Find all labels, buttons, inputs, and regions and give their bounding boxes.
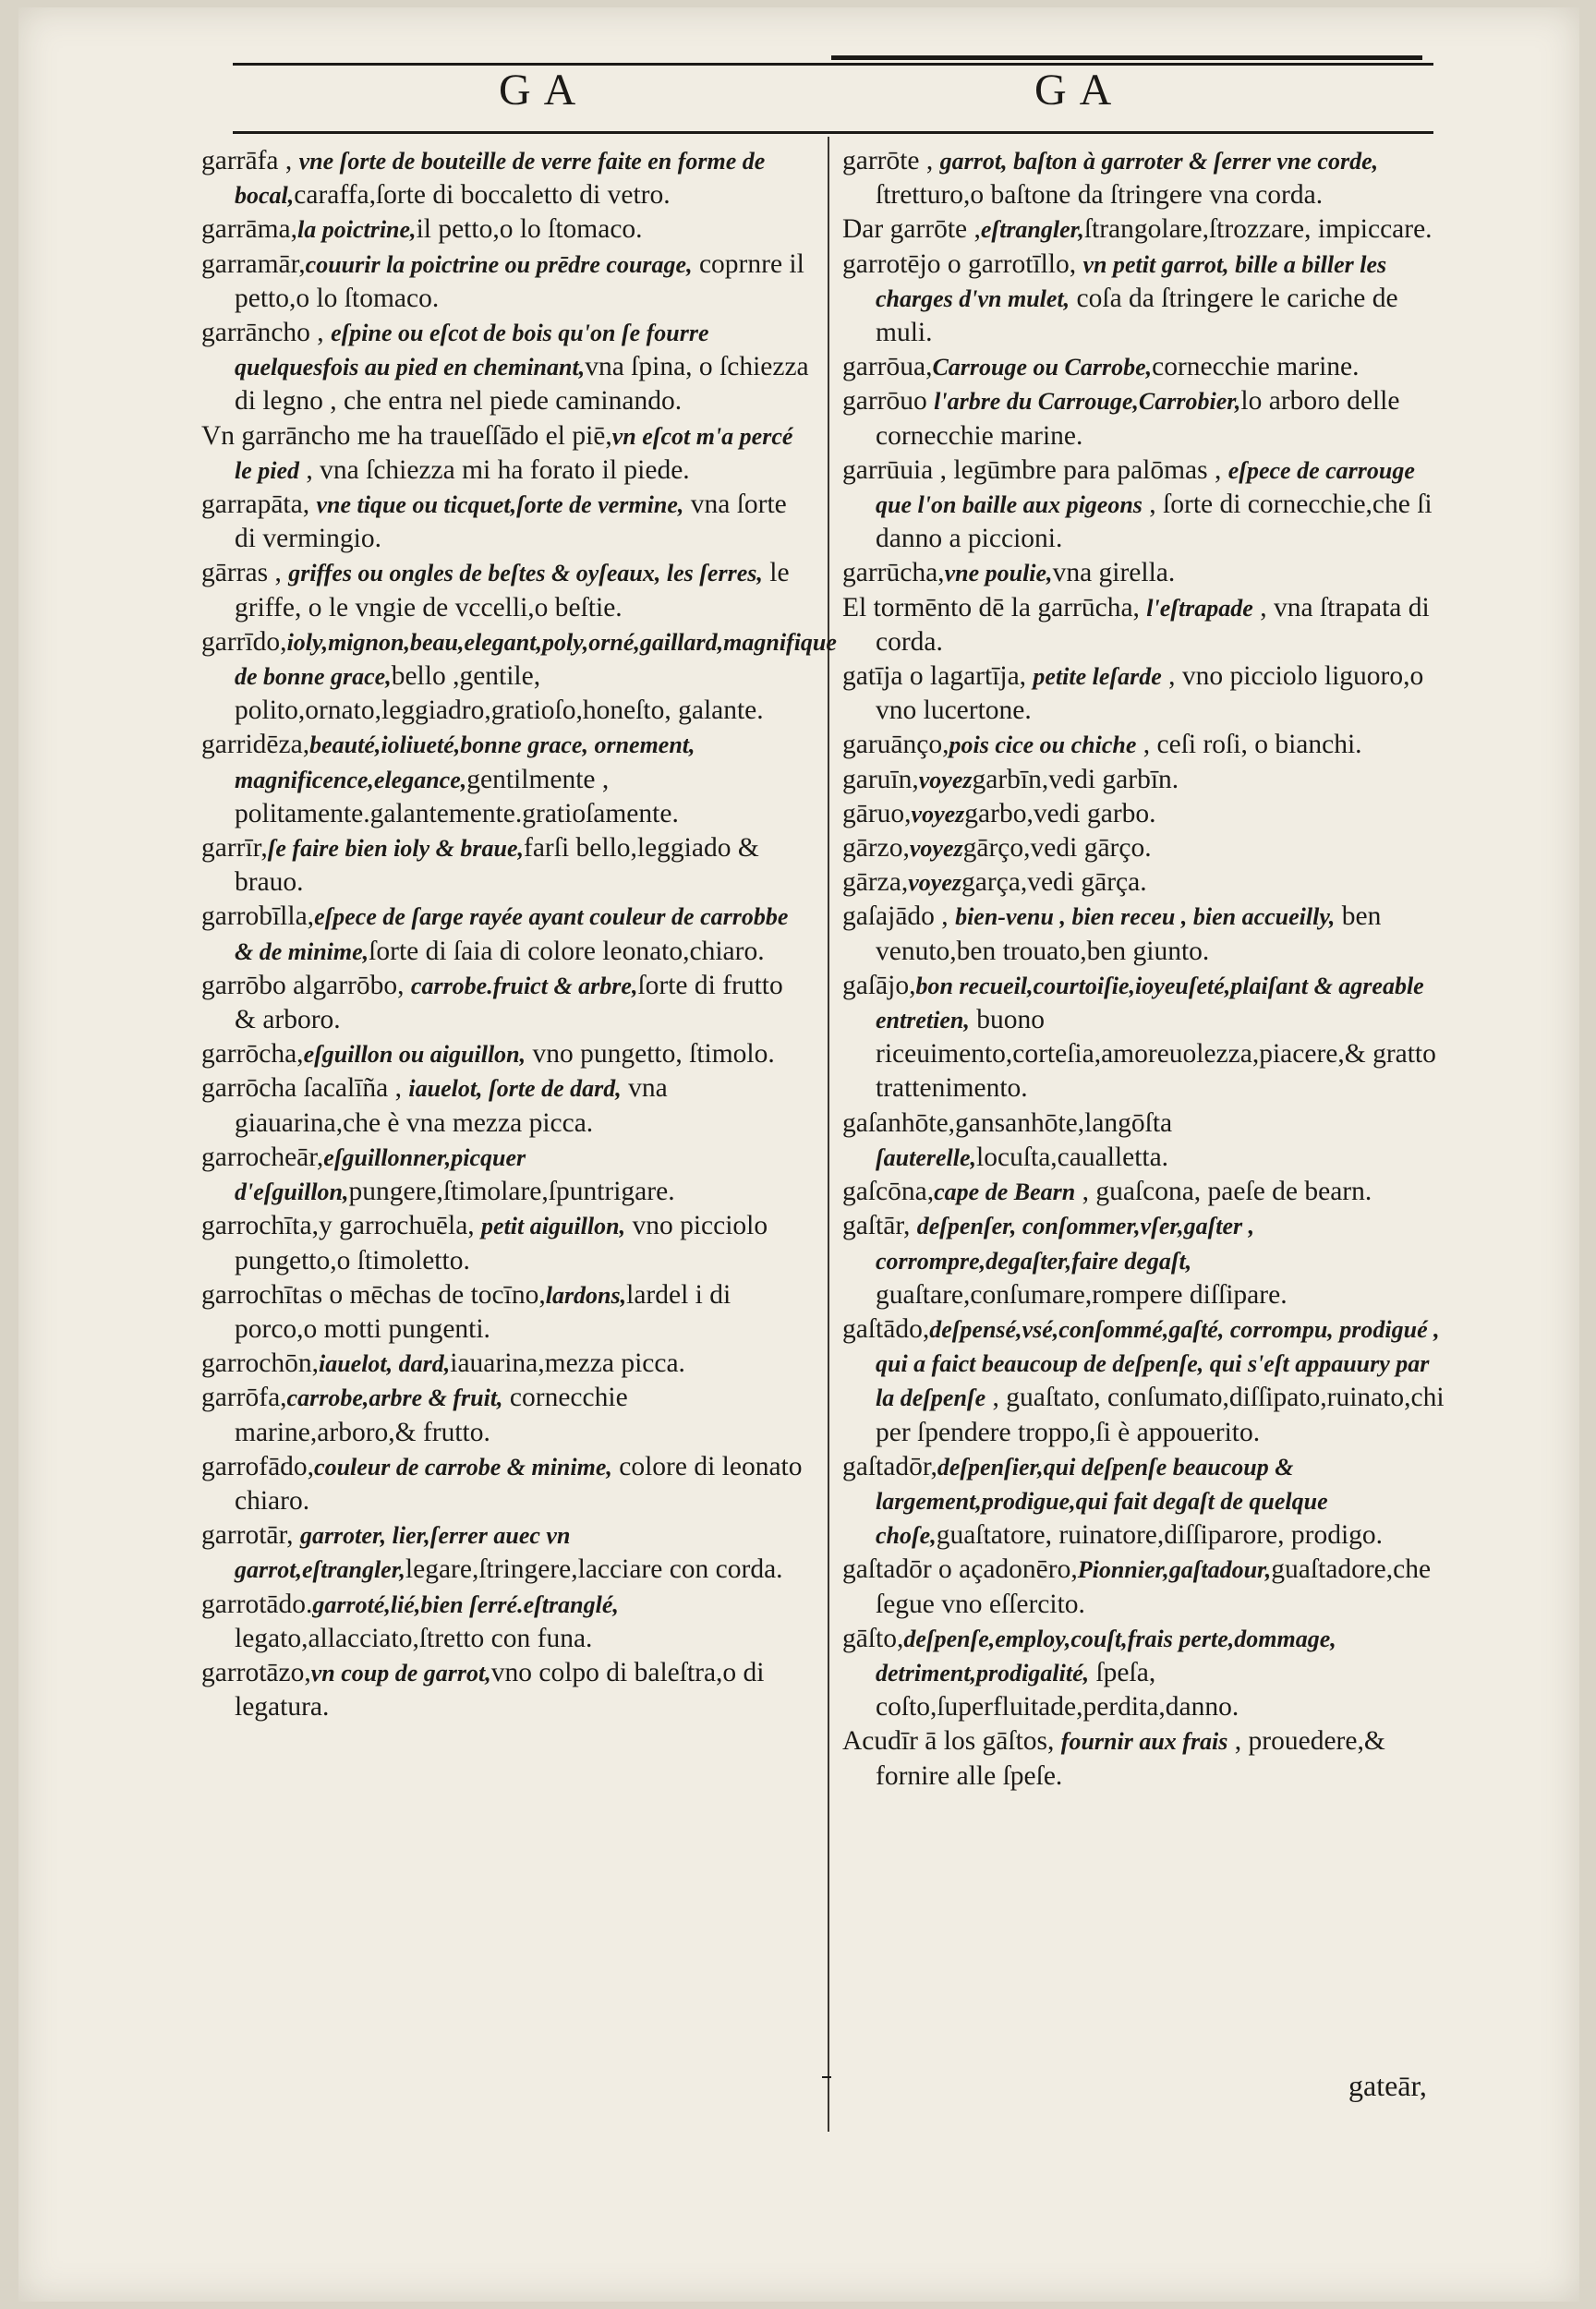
entry-headword: gaſcōna, [842,1177,935,1207]
entry-italian: lardel i di porco,o motti pungenti. [235,1279,732,1344]
entry-italian: legato,allacciato,ſtretto con funa. [235,1623,593,1653]
entry-italian: caraffa,ſorte di boccaletto di vetro. [294,180,671,211]
dictionary-entry [842,384,1454,453]
entry-italian: gārço,vedi gārço. [962,833,1152,864]
entry-headword: El tormēnto dē la garrūcha, [842,592,1147,623]
entry-headword: garrochītas o mēchas de tocīno, [201,1279,546,1310]
entry-headword: garrāfa , [201,146,299,175]
entry-headword: garuānço, [842,730,949,760]
entry-french: deſpenſer, conſommer,vſer,gaſter , corrompre,degaſter,faire degaſt, [876,1213,1255,1275]
dictionary-entry [201,900,811,968]
entry-headword: garrīr, [201,833,268,864]
dictionary-entry [201,1037,811,1071]
entry-italian: guaſtadore,che ſegue vno eſſercito. [876,1554,1432,1619]
entry-headword: garrobīlla, [201,901,315,932]
dictionary-entry [842,1312,1454,1450]
entry-italian: ſorte di frutto & arboro. [235,970,783,1035]
entry-headword: garrōua, [842,352,933,382]
dictionary-entry [842,1450,1454,1553]
entry-italian: vno picciolo pungetto,o ſtimoletto. [235,1211,768,1275]
entry-headword: garrāncho , [201,318,332,348]
entry-french: Carrouge ou Carrobe, [932,354,1153,381]
entry-headword: gārras , [201,558,289,588]
entry-headword: gārza, [842,867,909,898]
entry-headword: Vn garrāncho me ha traueſſādo el piē, [201,420,612,451]
entry-italian: lo arboro delle cornecchie marine. [876,386,1400,451]
entry-french: voyez [909,835,963,863]
entry-headword: garrotār, [201,1520,300,1551]
entry-headword: garrofādo, [201,1451,315,1481]
entry-italian: , vna ſtrapata di corda. [876,592,1430,657]
entry-italian: colore di leonato chiaro. [235,1451,803,1516]
entry-italian: vna ſpina, o ſchiezza di legno , che entra nel piede caminando. [235,352,809,417]
entry-italian: garça,vedi gārça. [961,867,1147,898]
dictionary-entry [201,248,811,316]
entry-french: petit aiguillon, [481,1213,626,1240]
entry-headword: garrōfa, [201,1383,287,1413]
entry-french: iauelot, dard, [318,1350,451,1378]
dictionary-entry [201,1381,811,1449]
entry-headword: gaſtadōr o açadonēro, [842,1554,1078,1585]
entry-italian: garbīn,vedi garbīn. [972,764,1179,794]
dictionary-entry [201,144,811,212]
dictionary-entry [201,625,837,729]
dictionary-entry [201,831,811,900]
entry-french: vne poulie, [944,560,1053,587]
entry-italian: garbo,vedi garbo. [964,798,1156,828]
entry-headword: gatīja o lagartīja, [842,661,1034,692]
entry-french: couleur de carrobe & minime, [314,1453,612,1481]
entry-french: ſe faire bien ioly & braue, [267,835,525,863]
dictionary-entry [201,212,811,247]
entry-italian: locuſta,caualletta. [976,1142,1169,1172]
entry-french: eſtrangler, [980,216,1084,244]
entry-headword: garuīn, [842,764,919,794]
entry-italian: legare,ſtringere,lacciare con corda. [405,1554,783,1585]
entry-french: fournir aux frais [1060,1728,1228,1756]
right-column [842,144,1454,1794]
entry-french: iauelot, ſorte de dard, [408,1075,622,1103]
entry-italian: il petto,o lo ſtomaco. [416,214,643,245]
dictionary-entry [842,1724,1454,1793]
entry-french: vne ſorte de bouteille de verre faite en forme de bocal, [235,148,766,210]
header-rule [233,131,1433,134]
entry-italian: vno colpo di baleſtra,o di legatura. [235,1657,765,1723]
entry-french: vn petit garrot, bille a biller les charges d'vn mulet, [876,250,1387,312]
dictionary-entry [201,556,811,624]
dictionary-entry [842,763,1454,797]
entry-italian: vna girella. [1052,558,1176,588]
dictionary-entry [842,212,1454,247]
bottom-rule-left [822,2076,831,2078]
entry-italian: farſi bello,leggiado & brauo. [235,833,759,898]
entry-italian: , prouedere,& fornire alle ſpeſe. [876,1726,1385,1791]
entry-french: eſguillonner,picquer d'eſguillon, [235,1143,526,1206]
dictionary-entry [201,488,811,556]
entry-french: cape de Bearn [934,1179,1076,1206]
running-head-left: GA [499,66,589,115]
entry-italian: gentilmente , politamente.galantemente.gratioſamente. [235,764,679,828]
entry-italian: guaſtare,conſumare,rompere diſſipare. [876,1279,1288,1310]
top-rule-thick [831,55,1422,60]
entry-french: voyez [918,766,973,793]
entry-italian: , ceſi roſi, o bianchi. [1136,730,1362,760]
entry-headword: garrocheār, [201,1142,324,1172]
dictionary-entry [201,1071,811,1140]
dictionary-entry [842,453,1454,557]
entry-headword: gaſtadōr, [842,1451,937,1481]
entry-french: vn coup de garrot, [310,1659,491,1686]
dictionary-entry [201,1141,811,1209]
running-head-right: GA [1034,66,1125,115]
entry-headword: garrochīta,y garrochuēla, [201,1211,482,1241]
dictionary-entry [201,1347,811,1381]
entry-italian: guaſtatore, ruinatore,diſſiparore, prodigo. [936,1520,1384,1551]
entry-headword: garrīdo, [201,626,287,657]
entry-french: beauté,ioliueté,bonne grace, ornement, magnificence,elegance, [235,731,695,793]
entry-french: voyez [908,869,961,897]
entry-headword: garrotādo. [201,1589,313,1619]
dictionary-entry [201,728,811,831]
entry-french: eſpece de carrouge que l'on baille aux pigeons [876,456,1415,519]
entry-headword: garramār, [201,248,306,279]
entry-french: carrobe,arbre & fruit, [286,1384,503,1412]
entry-italian: buono riceuimento,corteſia,amoreuolezza,piacere,& gratto trattenimento. [876,1005,1436,1104]
entry-headword: gaſtādo, [842,1313,930,1344]
entry-italian: ben venuto,ben trouato,ben giunto. [876,901,1382,966]
entry-italian: ſtrangolare,ſtrozzare, impiccare. [1083,214,1433,245]
dictionary-entry [842,1553,1454,1621]
entry-french: l'eſtrapade [1146,594,1253,622]
left-column [201,144,837,1724]
dictionary-entry [842,865,1454,900]
entry-italian: , guaſtato, conſumato,diſſipato,ruinato,chi per ſpendere troppo,ſi è appouerito. [876,1383,1445,1447]
entry-italian: vna ſorte di vermingio. [235,490,787,554]
entry-italian: , vno picciolo liguoro,o vno lucertone. [876,661,1424,726]
dictionary-entry [842,797,1454,831]
entry-french: deſpenſe,employ,couſt,frais perte,dommage, detriment,prodigalité, [876,1625,1336,1686]
dictionary-entry [201,1209,811,1277]
entry-french: l'arbre du Carrouge,Carrobier, [934,388,1241,416]
entry-french: bon recueil,courtoiſie,ioyeuſeté,plaiſant & agreable entretien, [876,972,1424,1034]
entry-headword: garrōbo algarrōbo, [201,970,411,1000]
dictionary-entry [842,248,1454,351]
entry-headword: gaſtār, [842,1211,917,1241]
entry-headword: garrotējo o garrotīllo, [842,248,1083,279]
entry-french: ſauterelle, [876,1143,977,1171]
entry-french: eſguillon ou aiguillon, [303,1041,526,1069]
dictionary-entry [842,1209,1454,1312]
dictionary-entry [201,969,811,1037]
entry-french: deſpensé,vsé,conſommé,gaſté, corrompu, prodigué , qui a faict beaucoup de deſpenſe, qui s'eſt appauury par la deſpenſe [876,1315,1440,1412]
dictionary-entry [842,350,1454,384]
entry-headword: garrōcha ſacalīña , [201,1073,409,1104]
entry-french: eſpine ou eſcot de bois qu'on ſe fourre quelquesfois au pied en cheminant, [235,320,709,381]
entry-headword: Dar garrōte , [842,214,981,245]
entry-italian: le griffe, o le vngie de vccelli,o beſtie. [235,558,790,623]
entry-italian: cornecchie marine. [1152,352,1360,382]
dictionary-entry [842,1622,1454,1725]
entry-headword: garrapāta, [201,490,317,520]
entry-french: carrobe.fruict & arbre, [410,972,638,999]
entry-italian: coprnre il petto,o lo ſtomaco. [235,248,804,313]
entry-headword: garrochōn, [201,1348,319,1379]
entry-headword: Acudīr ā los gāſtos, [842,1726,1061,1757]
dictionary-entry [842,144,1454,212]
entry-italian: , vna ſchiezza mi ha forato il piede. [299,454,690,485]
entry-italian: pungere,ſtimolare,ſpuntrigare. [348,1177,675,1207]
entry-headword: garrōcha, [201,1039,304,1070]
entry-french: vn eſcot m'a percé le pied [235,422,793,484]
entry-french: petite leſarde [1033,663,1162,691]
entry-headword: gaſājo, [842,970,916,1000]
dictionary-entry [201,1656,811,1724]
entry-french: lardons, [545,1281,627,1309]
entry-headword: gāſto, [842,1623,904,1653]
top-rule [233,63,1433,66]
dictionary-entry [842,900,1454,968]
entry-headword: garrōte , [842,146,940,175]
entry-italian: vno pungetto, ſtimolo. [526,1039,775,1070]
entry-headword: garrotāzo, [201,1657,311,1687]
entry-french: pois cice ou chiche [949,731,1137,759]
entry-french: couurir la poictrine ou prēdre courage, [305,250,693,278]
dictionary-entry [201,419,811,488]
entry-headword: garrūuia , legūmbre para palōmas , [842,454,1228,485]
dictionary-entry [842,556,1454,590]
entry-italian: , ſorte di cornecchie,che ſi danno a piccioni. [876,490,1433,554]
entry-french: vne tique ou ticquet,ſorte de vermine, [316,491,684,519]
entry-french: griffes ou ongles de beſtes & oyſeaux, les ſerres, [288,560,763,587]
entry-headword: garrūcha, [842,558,945,588]
entry-headword: gāruo, [842,798,912,828]
entry-french: garroté,lié,bien ſerré.eſtranglé, [312,1590,619,1618]
dictionary-entry [201,1588,811,1656]
dictionary-entry [842,831,1454,865]
entry-french: garrot, baſton à garroter & ſerrer vne corde, [939,148,1379,175]
entry-headword: gaſajādo , [842,901,956,932]
dictionary-entry [842,728,1454,762]
entry-headword: garridēza, [201,730,310,760]
entry-headword: garrāma, [201,214,297,245]
dictionary-entry [842,1175,1454,1209]
entry-italian: ſpeſa, coſto,ſuperfluitade,perdita,danno. [876,1657,1239,1723]
entry-headword: garrōuo [842,386,935,417]
entry-italian: bello ,gentile, polito,ornato,leggiadro,gratioſo,honeſto, galante. [235,661,764,726]
entry-french: Pionnier,gaſtadour, [1077,1556,1272,1584]
dictionary-entry [201,316,811,419]
dictionary-entry [842,969,1454,1106]
entry-italian: coſa da ſtringere le cariche de muli. [876,283,1398,348]
entry-french: bien-venu , bien receu , bien accueilly, [955,903,1336,931]
entry-italian: cornecchie marine,arboro,& frutto. [235,1383,628,1447]
dictionary-entry [842,1106,1454,1175]
dictionary-entry [201,1278,811,1347]
dictionary-entry [201,1450,811,1518]
catchword: gateār, [1348,2069,1427,2102]
dictionary-entry [201,1518,811,1587]
entry-headword: gārzo, [842,833,910,864]
entry-french: la poictrine, [297,216,417,244]
dictionary-entry [842,591,1454,659]
entry-french: ioly,mignon,beau,elegant,poly,orné,gaillard,magnifique de bonne grace, [235,628,837,691]
entry-italian: iauarina,mezza picca. [450,1348,685,1379]
entry-french: deſpenſier,qui deſpenſe beaucoup & largement,prodigue,qui fait degaſt de quelque choſe, [876,1453,1328,1550]
entry-french: eſpece de ſarge rayée ayant couleur de carrobbe & de minime, [235,903,789,965]
entry-italian: , guaſcona, paeſe de bearn. [1075,1177,1372,1207]
entry-italian: vna giauarina,che è vna mezza picca. [235,1073,668,1138]
entry-headword: gaſanhōte,gansanhōte,langōſta [842,1107,1173,1138]
entry-italian: ſtretturo,o baſtone da ſtringere vna corda. [876,180,1324,211]
entry-italian: ſorte di ſaia di colore leonato,chiaro. [369,936,765,966]
column-divider [828,137,829,2132]
entry-french: garroter, lier,ſerrer auec vn garrot,eſtrangler, [235,1522,571,1584]
dictionary-entry [842,659,1454,728]
entry-french: voyez [911,800,965,828]
book-page [18,7,1579,2302]
